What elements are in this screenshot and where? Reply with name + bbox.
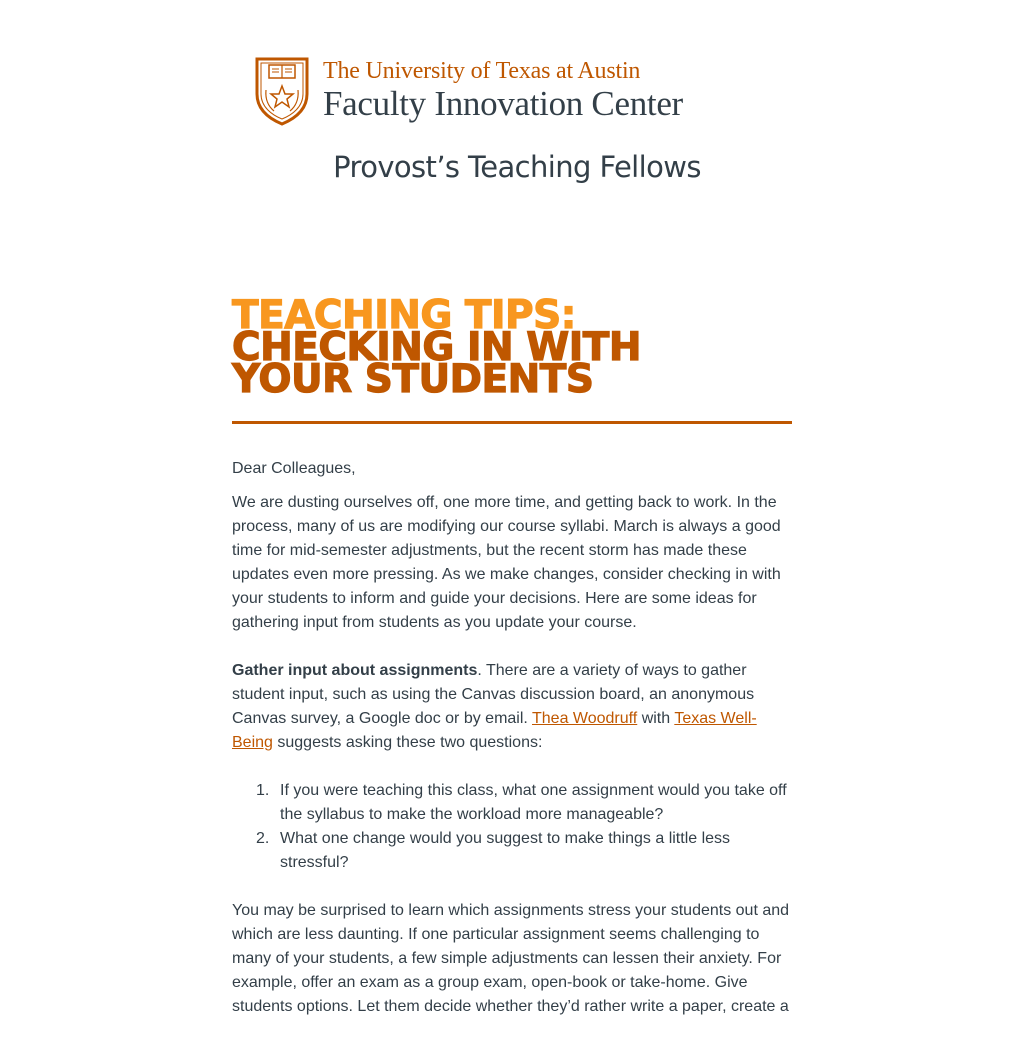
list-item	[232, 827, 792, 875]
section-text-with: with	[637, 710, 675, 727]
section-text: . There are a variety of ways to gather student input, such as using the Canvas discussion board, an anonymous Canvas survey, a Google doc or by email.	[232, 662, 755, 727]
title-line-3: YOUR STUDENTS	[232, 357, 594, 402]
list-number: 1.	[256, 782, 270, 799]
page-title	[232, 293, 792, 402]
intro-paragraph: We are dusting ourselves off, one more time, and getting back to work. In the process, many of us are modifying our course syllabi. March is always a good time for mid-semester adjustments, but the recent storm has made these updates even more pressing. As we make changes, consider checking in with your students to inform and guide your decisions. Here are some ideas for gathering input from students as you update your course.	[232, 494, 781, 631]
list-text: What one change would you suggest to make things a little less stressful?	[280, 830, 731, 871]
texas-well-being-link[interactable]: Texas Well-Being	[232, 710, 757, 751]
section-heading: Gather input about assignments	[232, 662, 478, 679]
title-line-2: CHECKING IN WITH	[232, 325, 641, 370]
list-text: If you were teaching this class, what one assignment would you take off the syllabus to make the workload more manageable?	[280, 782, 787, 823]
university-name: The University of Texas at Austin	[323, 58, 641, 84]
questions-list	[232, 779, 792, 875]
assignments-paragraph	[232, 659, 792, 755]
title-line-1: TEACHING TIPS:	[232, 293, 576, 338]
ut-seal-icon	[254, 56, 310, 126]
closing-paragraph: You may be surprised to learn which assignments stress your students out and which are less daunting. If one particular assignment seems challenging to many of your students, a few simple adjustments can lessen their anxiety. For example, offer an exam as a group exam, open-book or take-home. Give students options. Let them decide whether they’d rather write a paper, create a	[232, 902, 790, 1015]
section-text-end: suggests asking these two questions:	[272, 734, 543, 751]
salutation: Dear Colleagues,	[232, 460, 356, 477]
list-number: 2.	[256, 830, 270, 847]
thea-woodruff-link[interactable]: Thea Woodruff	[532, 710, 638, 727]
center-name: Faculty Innovation Center	[323, 84, 683, 123]
title-divider	[232, 421, 792, 424]
program-name: Provost’s Teaching Fellows	[333, 150, 701, 184]
list-item	[232, 779, 792, 827]
article-body	[232, 457, 792, 1043]
header-logo	[254, 56, 774, 196]
